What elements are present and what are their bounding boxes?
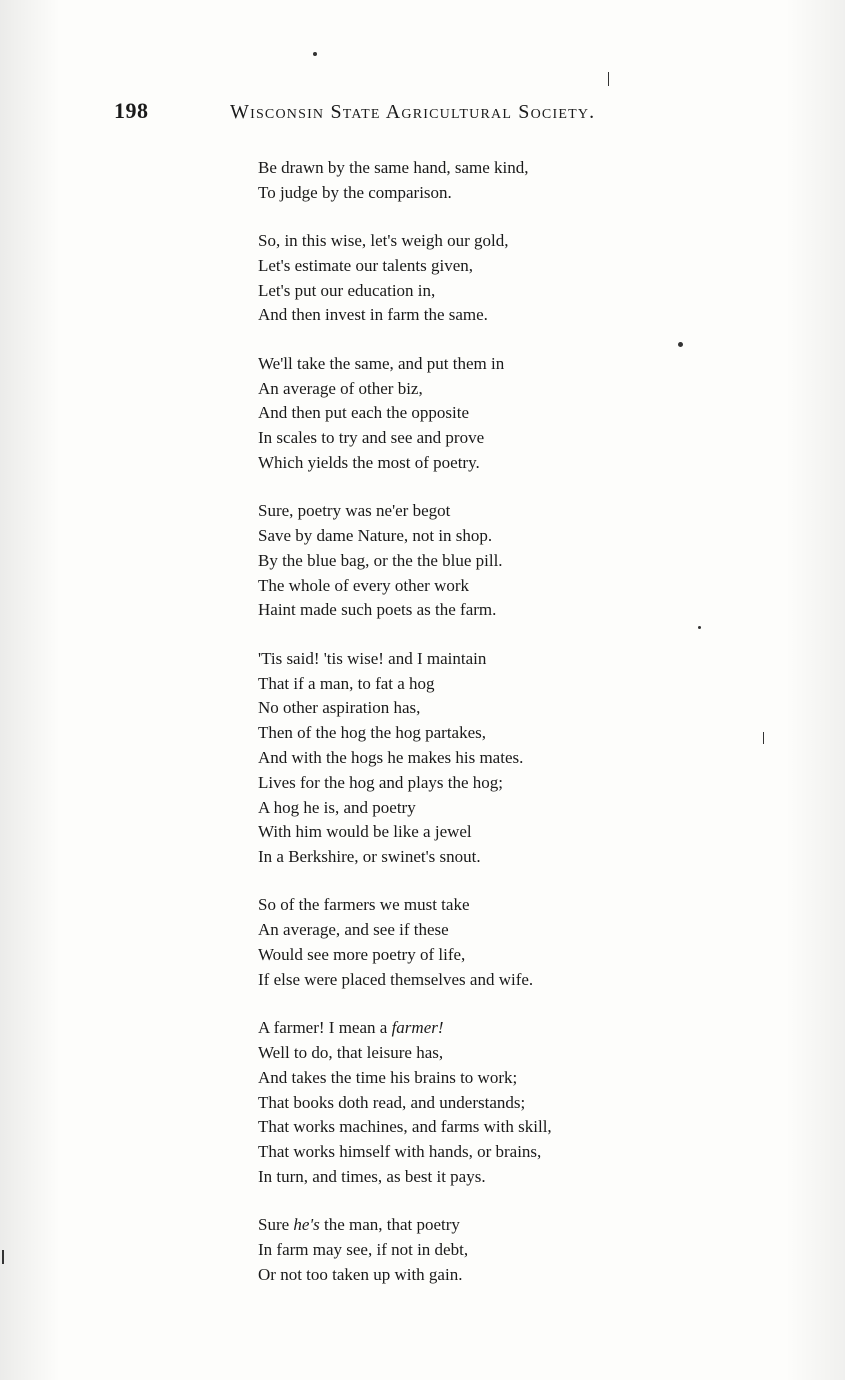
line-text: Then of the hog the hog partakes, — [258, 723, 487, 743]
stanza — [258, 499, 678, 623]
poem-line — [258, 352, 678, 377]
line-text: A farmer! I mean a — [258, 1018, 392, 1038]
poem-line — [258, 229, 678, 254]
line-text: Which yields the most of poetry. — [258, 452, 480, 472]
line-text: Would see more poetry of life, — [258, 945, 466, 965]
line-text: That if a man, to fat a hog — [258, 673, 435, 693]
line-text: Well to do, that leisure has, — [258, 1042, 444, 1062]
poem-line — [258, 181, 678, 206]
poem-line — [258, 672, 678, 697]
ink-speck — [763, 732, 764, 744]
poem-line — [258, 524, 678, 549]
line-text: An average, and see if these — [258, 920, 449, 940]
ink-speck — [2, 1250, 4, 1264]
line-text: By the blue bag, or the the blue pill. — [258, 550, 503, 570]
poem-line — [258, 1165, 678, 1190]
ink-speck — [698, 626, 701, 629]
line-text: Sure, poetry was ne'er begot — [258, 501, 451, 521]
poem-line — [258, 918, 678, 943]
poem-line — [258, 377, 678, 402]
line-text: Lives for the hog and plays the hog; — [258, 772, 504, 792]
poem-line — [258, 647, 678, 672]
poem-line — [258, 1091, 678, 1116]
italic-text: he's — [293, 1215, 320, 1235]
line-text: That books doth read, and understands; — [258, 1092, 526, 1112]
line-text: That works machines, and farms with skill, — [258, 1117, 552, 1137]
poem-line — [258, 1263, 678, 1288]
line-text: In farm may see, if not in debt, — [258, 1239, 469, 1259]
poem-line — [258, 303, 678, 328]
poem-line — [258, 549, 678, 574]
stanza — [258, 1213, 678, 1287]
poem-line — [258, 796, 678, 821]
poem-line — [258, 1238, 678, 1263]
line-text: We'll take the same, and put them in — [258, 353, 505, 373]
line-text: 'Tis said! 'tis wise! and I maintain — [258, 648, 487, 668]
poem — [258, 156, 678, 1311]
poem-line — [258, 893, 678, 918]
stanza — [258, 352, 678, 476]
line-text: That works himself with hands, or brains, — [258, 1142, 542, 1162]
poem-line — [258, 721, 678, 746]
line-text: In scales to try and see and prove — [258, 428, 485, 448]
poem-line — [258, 1213, 678, 1238]
line-text: And with the hogs he makes his mates. — [258, 747, 524, 767]
poem-line — [258, 451, 678, 476]
line-text: If else were placed themselves and wife. — [258, 969, 534, 989]
poem-line — [258, 279, 678, 304]
ink-speck — [608, 72, 609, 86]
stanza — [258, 647, 678, 870]
stanza — [258, 229, 678, 328]
line-text: In a Berkshire, or swinet's snout. — [258, 847, 481, 867]
page-header — [114, 98, 674, 132]
line-text: Sure — [258, 1215, 294, 1235]
stanza — [258, 156, 678, 206]
poem-line — [258, 426, 678, 451]
line-text: To judge by the comparison. — [258, 182, 452, 202]
poem-line — [258, 499, 678, 524]
running-title: Wisconsin State Agricultural Society. — [230, 101, 596, 123]
line-text: Haint made such poets as the farm. — [258, 600, 497, 620]
line-text: And takes the time his brains to work; — [258, 1067, 518, 1087]
poem-line — [258, 1115, 678, 1140]
line-text: An average of other biz, — [258, 378, 423, 398]
line-text: And then put each the opposite — [258, 403, 470, 423]
line-text: In turn, and times, as best it pays. — [258, 1166, 486, 1186]
line-text: Let's put our education in, — [258, 280, 436, 300]
poem-line — [258, 598, 678, 623]
line-text: So of the farmers we must take — [258, 895, 470, 915]
line-text: So, in this wise, let's weigh our gold, — [258, 231, 509, 251]
ink-speck — [678, 342, 683, 347]
ink-speck — [313, 52, 317, 56]
poem-line — [258, 401, 678, 426]
poem-line — [258, 156, 678, 181]
poem-line — [258, 696, 678, 721]
page-number: 198 — [114, 98, 149, 123]
poem-line — [258, 968, 678, 993]
line-text: the man, that poetry — [319, 1215, 460, 1235]
poem-line — [258, 574, 678, 599]
poem-line — [258, 1041, 678, 1066]
stanza — [258, 1016, 678, 1190]
poem-line — [258, 254, 678, 279]
poem-line — [258, 1140, 678, 1165]
poem-line — [258, 1066, 678, 1091]
line-text: Save by dame Nature, not in shop. — [258, 526, 493, 546]
stanza — [258, 893, 678, 992]
poem-line — [258, 845, 678, 870]
line-text: And then invest in farm the same. — [258, 305, 488, 325]
poem-line — [258, 820, 678, 845]
poem-line — [258, 943, 678, 968]
poem-line — [258, 771, 678, 796]
italic-text: farmer! — [391, 1018, 444, 1038]
poem-line — [258, 746, 678, 771]
right-edge-shading — [785, 0, 845, 1380]
line-text: No other aspiration has, — [258, 698, 421, 718]
poem-line — [258, 1016, 678, 1041]
line-text: Let's estimate our talents given, — [258, 255, 474, 275]
line-text: With him would be like a jewel — [258, 822, 472, 842]
line-text: A hog he is, and poetry — [258, 797, 416, 817]
line-text: Be drawn by the same hand, same kind, — [258, 158, 529, 177]
line-text: The whole of every other work — [258, 575, 470, 595]
line-text: Or not too taken up with gain. — [258, 1264, 463, 1284]
left-edge-shading — [0, 0, 60, 1380]
